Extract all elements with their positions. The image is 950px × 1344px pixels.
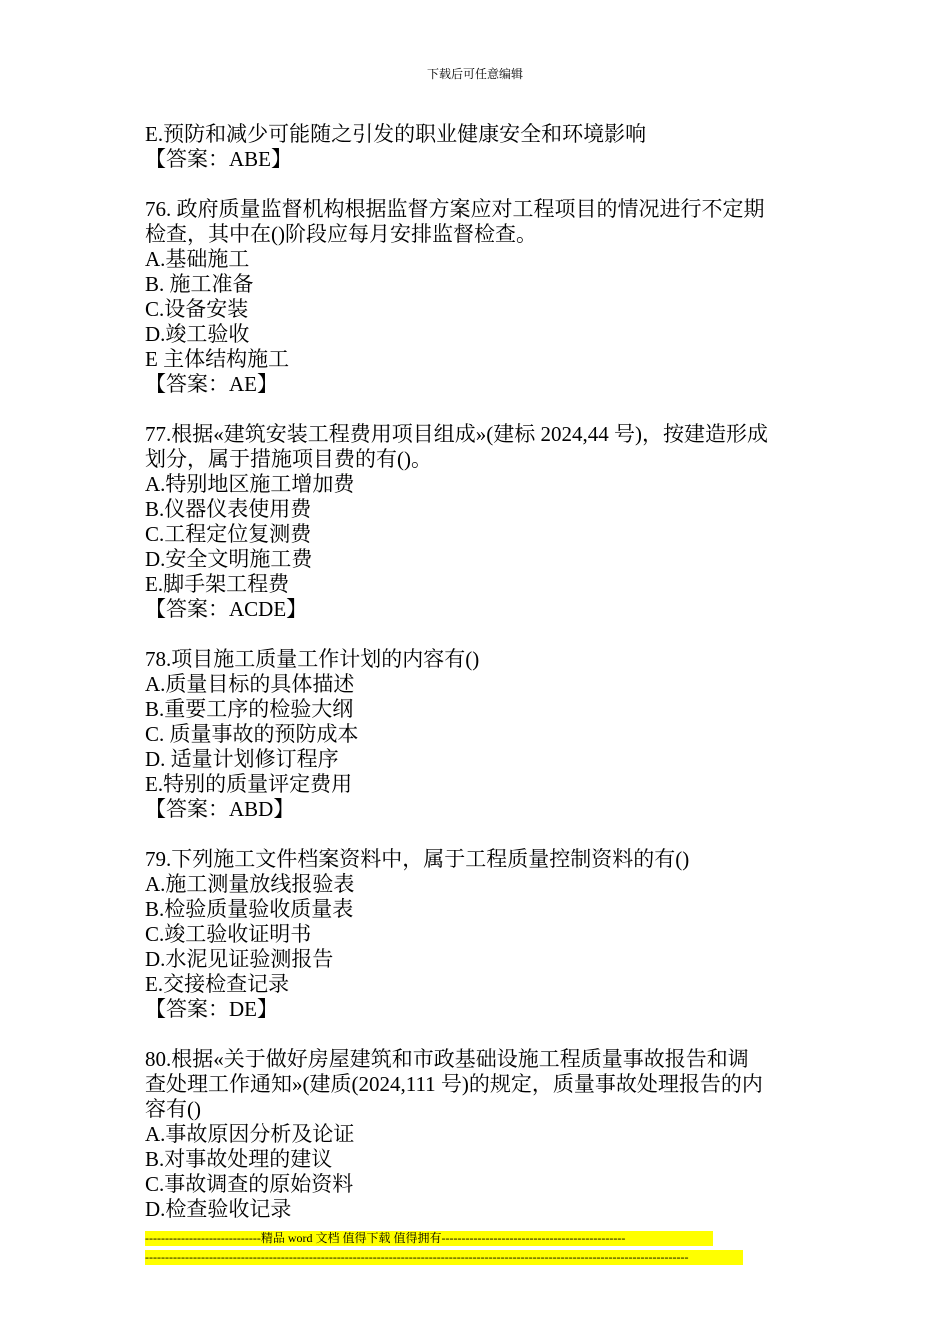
option-a: A.质量目标的具体描述: [145, 672, 355, 696]
answer-line: 【答案：ABD】: [145, 797, 295, 821]
option-b: B. 施工准备: [145, 272, 254, 296]
question-stem: 查处理工作通知»(建质(2024,111 号)的规定，质量事故处理报告的内: [145, 1072, 763, 1096]
question-76: [145, 197, 825, 397]
option-c: C.设备安装: [145, 297, 249, 321]
option-d: D. 适量计划修订程序: [145, 747, 339, 771]
option-e: E 主体结构施工: [145, 347, 290, 371]
answer-line: 【答案：ACDE】: [145, 597, 308, 621]
option-e: E.特别的质量评定费用: [145, 772, 353, 796]
intro-block: [145, 122, 825, 172]
question-stem: 容有(): [145, 1097, 201, 1121]
answer-line: 【答案：DE】: [145, 997, 278, 1021]
answer-line: 【答案：AE】: [145, 372, 278, 396]
footer-banner: -----------------------------精品 word 文档 值得下载 值得拥有----------------------------------------------: [145, 1231, 713, 1246]
option-a: A.施工测量放线报验表: [145, 872, 355, 896]
option-c: C. 质量事故的预防成本: [145, 722, 359, 746]
question-80: [145, 1047, 825, 1222]
question-stem: 检查，其中在()阶段应每月安排监督检查。: [145, 222, 537, 246]
option-b: B.仪器仪表使用费: [145, 497, 312, 521]
footer-divider: ----------------------------------------------------------------------------------------------------------------------------------------: [145, 1250, 743, 1265]
option-a: A.特别地区施工增加费: [145, 472, 355, 496]
option-b: B.对事故处理的建议: [145, 1147, 333, 1171]
option-b: B.检验质量验收质量表: [145, 897, 354, 921]
question-78: [145, 647, 825, 822]
question-stem: 80.根据«关于做好房屋建筑和市政基础设施工程质量事故报告和调: [145, 1047, 749, 1071]
option-d: D.竣工验收: [145, 322, 250, 346]
option-c: C.工程定位复测费: [145, 522, 312, 546]
option-b: B.重要工序的检验大纲: [145, 697, 354, 721]
document-body: [145, 122, 825, 1222]
question-stem: 77.根据«建筑安装工程费用项目组成»(建标 2024,44 号)，按建造形成: [145, 422, 768, 446]
question-stem: 78.项目施工质量工作计划的内容有(): [145, 647, 480, 671]
option-e: E.脚手架工程费: [145, 572, 290, 596]
option-d: D.检查验收记录: [145, 1197, 292, 1221]
option-a: A.事故原因分析及论证: [145, 1122, 355, 1146]
question-stem: 76. 政府质量监督机构根据监督方案应对工程项目的情况进行不定期: [145, 197, 765, 221]
question-77: [145, 422, 825, 622]
option-e: E.交接检查记录: [145, 972, 290, 996]
option-d: D.安全文明施工费: [145, 547, 313, 571]
answer-line: 【答案：ABE】: [145, 147, 292, 171]
option-line: E.预防和减少可能随之引发的职业健康安全和环境影响: [145, 122, 647, 146]
option-a: A.基础施工: [145, 247, 250, 271]
page-header: 下载后可任意编辑: [426, 67, 523, 81]
question-stem: 划分，属于措施项目费的有()。: [145, 447, 432, 471]
option-d: D.水泥见证验测报告: [145, 947, 334, 971]
option-c: C.事故调查的原始资料: [145, 1172, 354, 1196]
option-c: C.竣工验收证明书: [145, 922, 312, 946]
page-footer: [145, 1231, 743, 1269]
question-stem: 79.下列施工文件档案资料中，属于工程质量控制资料的有(): [145, 847, 690, 871]
question-79: [145, 847, 825, 1022]
